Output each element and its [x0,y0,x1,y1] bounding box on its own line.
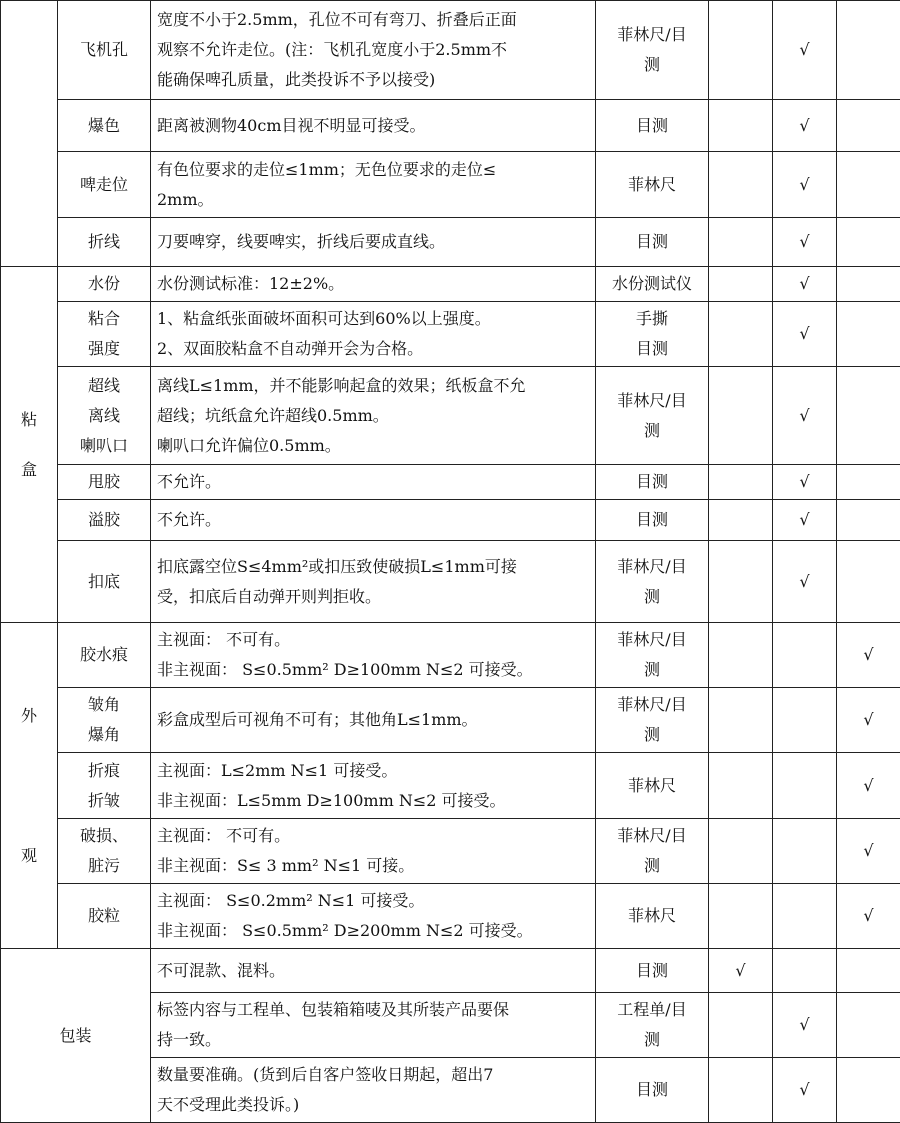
method-line: 测 [602,720,702,750]
requirement-cell [151,152,596,218]
requirement-cell [151,1,596,100]
method-cell [596,753,709,819]
check-col-2 [773,753,837,819]
check-col-1 [709,500,773,541]
item-label: 溢胶 [64,505,144,535]
check-col-3: √ [837,819,900,884]
table-row [1,500,900,541]
requirement-line: 彩盒成型后可视角不可有；其他角L≤1mm。 [157,705,591,735]
check-col-3: √ [837,753,900,819]
item-label: 折皱 [64,786,144,816]
item-cell [58,465,151,500]
requirement-line: 非主视面： S≤0.5mm² D≥100mm N≤2 可接受。 [157,655,591,685]
item-cell [58,367,151,465]
item-label: 脏污 [64,851,144,881]
method-cell [596,465,709,500]
requirement-cell [151,993,596,1058]
method-cell [596,1,709,100]
check-col-3 [837,500,900,541]
method-line: 测 [602,416,702,446]
check-col-3 [837,367,900,465]
item-cell [58,1,151,100]
requirement-cell [151,884,596,949]
check-col-1 [709,152,773,218]
method-line: 菲林尺/目 [602,625,702,655]
item-label: 爆角 [64,720,144,750]
method-cell [596,884,709,949]
check-col-1 [709,688,773,753]
check-col-1 [709,753,773,819]
method-line: 菲林尺 [602,901,702,931]
requirement-line: 有色位要求的走位≤1mm；无色位要求的走位≤ [157,155,591,185]
check-col-2: √ [773,1058,837,1123]
method-line: 测 [602,851,702,881]
category-cell-empty [1,100,58,152]
method-line: 测 [602,582,702,612]
check-col-1 [709,819,773,884]
method-line: 测 [602,655,702,685]
table-row [1,753,900,819]
method-line: 菲林尺 [602,771,702,801]
check-col-1 [709,267,773,302]
table-row [1,541,900,623]
check-col-2: √ [773,1,837,100]
check-col-2 [773,819,837,884]
item-label: 胶粒 [64,901,144,931]
check-col-2 [773,949,837,993]
table-row [1,688,900,753]
item-label: 水份 [64,269,144,299]
method-cell [596,541,709,623]
check-col-3 [837,100,900,152]
requirement-line: 标签内容与工程单、包装箱箱唛及其所装产品要保 [157,995,591,1025]
item-cell [58,500,151,541]
check-col-1 [709,884,773,949]
requirement-line: 不允许。 [157,467,591,497]
requirement-cell [151,623,596,688]
check-col-1 [709,465,773,500]
item-label: 飞机孔 [64,35,144,65]
category-char: 盒 [7,455,51,485]
item-cell [58,541,151,623]
check-col-2: √ [773,218,837,267]
requirement-cell [151,100,596,152]
check-col-3 [837,302,900,367]
check-col-2: √ [773,541,837,623]
category-label: 包装 [7,1021,144,1051]
item-label: 离线 [64,401,144,431]
item-label: 强度 [64,334,144,364]
check-col-2: √ [773,500,837,541]
requirement-cell [151,949,596,993]
method-cell [596,100,709,152]
category-cell-baozhuang [1,949,151,1123]
check-col-3: √ [837,688,900,753]
method-line: 目测 [602,111,702,141]
check-col-2: √ [773,993,837,1058]
item-cell [58,218,151,267]
item-cell [58,753,151,819]
check-col-1 [709,1,773,100]
item-label: 胶水痕 [64,640,144,670]
check-col-3 [837,949,900,993]
category-char: 粘 [7,405,51,435]
requirement-line: 喇叭口允许偏位0.5mm。 [157,431,591,461]
category-cell-nianhe [1,267,58,623]
method-line: 菲林尺/目 [602,690,702,720]
item-cell [58,152,151,218]
requirement-cell [151,688,596,753]
check-col-2: √ [773,367,837,465]
check-col-2: √ [773,302,837,367]
requirement-line: 2、双面胶粘盒不自动弹开会为合格。 [157,334,591,364]
check-col-3 [837,541,900,623]
requirement-cell [151,500,596,541]
table-row [1,152,900,218]
requirement-cell [151,302,596,367]
check-col-3: √ [837,623,900,688]
check-col-2 [773,884,837,949]
table-row [1,267,900,302]
item-label: 破损、 [64,821,144,851]
table-row [1,465,900,500]
method-line: 菲林尺/目 [602,20,702,50]
method-line: 菲林尺 [602,170,702,200]
requirement-line: 非主视面：L≤5mm D≥100mm N≤2 可接受。 [157,786,591,816]
check-col-3 [837,1058,900,1123]
item-label: 爆色 [64,111,144,141]
check-col-1 [709,100,773,152]
requirement-cell [151,541,596,623]
category-cell-empty [1,1,58,100]
item-label: 扣底 [64,567,144,597]
table-row [1,949,900,993]
requirement-line: 主视面： S≤0.2mm² N≤1 可接受。 [157,886,591,916]
method-line: 菲林尺/目 [602,821,702,851]
requirement-cell [151,753,596,819]
item-label: 超线 [64,371,144,401]
method-line: 测 [602,1025,702,1055]
item-cell [58,688,151,753]
category-cell-empty [1,218,58,267]
item-cell [58,100,151,152]
check-col-2 [773,688,837,753]
check-col-2 [773,623,837,688]
requirement-cell [151,367,596,465]
requirement-line: 离线L≤1mm，并不能影响起盒的效果；纸板盒不允 [157,371,591,401]
check-col-3 [837,152,900,218]
method-line: 手撕 [602,304,702,334]
requirement-line: 扣底露空位S≤4mm²或扣压致使破损L≤1mm可接 [157,552,591,582]
method-line: 菲林尺/目 [602,552,702,582]
method-cell [596,500,709,541]
requirement-cell [151,465,596,500]
item-cell [58,884,151,949]
check-col-3 [837,465,900,500]
table-row [1,218,900,267]
requirement-line: 非主视面：S≤ 3 mm² N≤1 可接。 [157,851,591,881]
requirement-line: 非主视面： S≤0.5mm² D≥200mm N≤2 可接受。 [157,916,591,946]
table-row [1,884,900,949]
requirement-line: 受，扣底后自动弹开则判拒收。 [157,582,591,612]
check-col-2: √ [773,465,837,500]
category-cell-empty [1,152,58,218]
method-line: 目测 [602,505,702,535]
table-row [1,623,900,688]
requirement-line: 主视面： 不可有。 [157,625,591,655]
requirement-line: 不允许。 [157,505,591,535]
item-cell [58,267,151,302]
method-line: 目测 [602,467,702,497]
check-col-1: √ [709,949,773,993]
method-cell [596,949,709,993]
method-cell [596,302,709,367]
method-line: 目测 [602,334,702,364]
check-col-1 [709,302,773,367]
method-line: 目测 [602,956,702,986]
method-cell [596,267,709,302]
table-row [1,367,900,465]
item-cell [58,302,151,367]
requirement-line: 1、粘盒纸张面破坏面积可达到60%以上强度。 [157,304,591,334]
item-label: 皱角 [64,690,144,720]
requirement-line: 2mm。 [157,185,591,215]
check-col-1 [709,1058,773,1123]
method-cell [596,367,709,465]
check-col-3 [837,1,900,100]
requirement-line: 持一致。 [157,1025,591,1055]
requirement-line: 主视面： 不可有。 [157,821,591,851]
method-line: 目测 [602,227,702,257]
item-cell [58,819,151,884]
method-cell [596,218,709,267]
check-col-2: √ [773,267,837,302]
method-cell [596,819,709,884]
method-cell [596,688,709,753]
category-char: 外 [7,701,51,731]
requirement-line: 刀要啤穿，线要啤实，折线后要成直线。 [157,227,591,257]
requirement-line: 主视面：L≤2mm N≤1 可接受。 [157,756,591,786]
method-line: 测 [602,50,702,80]
item-cell [58,623,151,688]
check-col-1 [709,623,773,688]
check-col-3: √ [837,884,900,949]
check-col-3 [837,267,900,302]
requirement-cell [151,819,596,884]
method-cell [596,1058,709,1123]
requirement-line: 数量要准确。(货到后自客户签收日期起，超出7 [157,1060,591,1090]
check-col-1 [709,993,773,1058]
method-line: 工程单/目 [602,995,702,1025]
table-row [1,302,900,367]
table-row [1,1,900,100]
table-row [1,100,900,152]
category-cell-waiguan [1,623,58,949]
requirement-cell [151,267,596,302]
check-col-3 [837,993,900,1058]
method-cell [596,152,709,218]
check-col-1 [709,218,773,267]
requirement-line: 距离被测物40cm目视不明显可接受。 [157,111,591,141]
requirement-line: 天不受理此类投诉。) [157,1090,591,1120]
requirement-line: 超线；坑纸盒允许超线0.5mm。 [157,401,591,431]
method-cell [596,993,709,1058]
check-col-1 [709,541,773,623]
requirement-cell [151,218,596,267]
item-label: 甩胶 [64,467,144,497]
table-row [1,819,900,884]
check-col-2: √ [773,152,837,218]
method-cell [596,623,709,688]
method-line: 菲林尺/目 [602,386,702,416]
method-line: 水份测试仪 [602,269,702,299]
requirement-line: 能确保啤孔质量，此类投诉不予以接受) [157,65,591,95]
check-col-2: √ [773,100,837,152]
requirement-line: 宽度不小于2.5mm，孔位不可有弯刀、折叠后正面 [157,5,591,35]
requirement-line: 不可混款、混料。 [157,956,591,986]
category-char: 观 [7,841,51,871]
requirement-cell [151,1058,596,1123]
check-col-1 [709,367,773,465]
item-label: 啤走位 [64,170,144,200]
method-line: 目测 [602,1075,702,1105]
item-label: 喇叭口 [64,431,144,461]
requirement-line: 水份测试标准：12±2%。 [157,269,591,299]
check-col-3 [837,218,900,267]
item-label: 折线 [64,227,144,257]
requirement-line: 观察不允许走位。(注：飞机孔宽度小于2.5mm不 [157,35,591,65]
item-label: 粘合 [64,304,144,334]
item-label: 折痕 [64,756,144,786]
